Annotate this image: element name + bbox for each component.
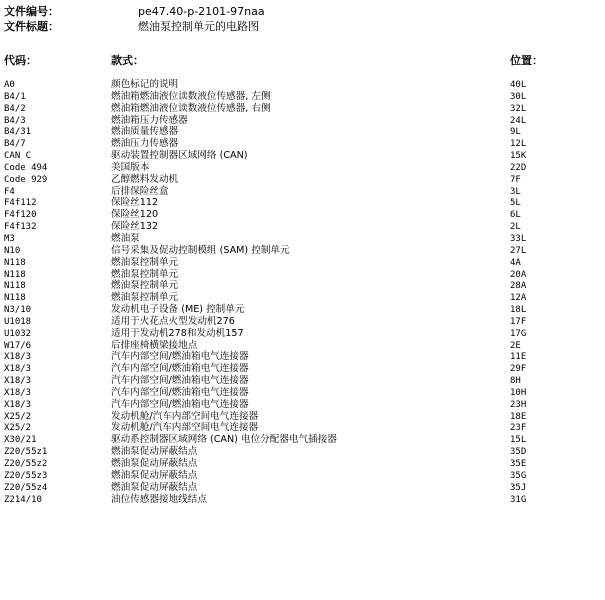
component-description: 燃油压力传感器 bbox=[111, 138, 179, 150]
component-code: A0 bbox=[4, 80, 15, 90]
component-code: Z214/10 bbox=[4, 494, 42, 505]
table-row bbox=[0, 233, 605, 245]
table-row bbox=[0, 174, 605, 186]
component-description: 燃油泵促动屏蔽结点 bbox=[111, 458, 198, 469]
component-position: 33L bbox=[510, 233, 527, 244]
component-code: N118 bbox=[4, 269, 26, 280]
file-title-value: 燃油泵控制单元的电路图 bbox=[138, 20, 259, 33]
component-description: 燃油泵 bbox=[111, 232, 140, 244]
component-position: 24L bbox=[510, 115, 527, 126]
table-row bbox=[0, 245, 605, 257]
table-row bbox=[0, 375, 605, 387]
component-code: X18/3 bbox=[4, 399, 32, 410]
table-row bbox=[0, 197, 605, 209]
component-description: 驱动装置控制器区域网络 (CAN) bbox=[111, 150, 248, 162]
component-description: 发动机电子设备 (ME) 控制单元 bbox=[111, 304, 245, 316]
component-position: 2L bbox=[510, 222, 521, 233]
component-description: 燃油泵促动屏蔽结点 bbox=[111, 481, 198, 493]
table-row bbox=[0, 328, 605, 340]
column-header-code: 代码： bbox=[4, 54, 37, 67]
component-description: 乙醇燃料发动机 bbox=[111, 173, 179, 185]
table-row bbox=[0, 115, 605, 127]
component-position: 15K bbox=[510, 151, 527, 162]
component-position: 29F bbox=[510, 364, 527, 375]
component-code: Z20/55z2 bbox=[4, 459, 48, 469]
component-code: F4f112 bbox=[4, 198, 37, 209]
component-position: 2E bbox=[510, 340, 521, 351]
table-row bbox=[0, 494, 605, 506]
component-position: 18E bbox=[510, 411, 527, 422]
table-row bbox=[0, 138, 605, 150]
table-row bbox=[0, 79, 605, 91]
component-position: 11E bbox=[510, 352, 527, 363]
component-position: 8H bbox=[510, 376, 521, 387]
component-code: X25/2 bbox=[4, 423, 32, 434]
component-position: 35J bbox=[510, 482, 527, 493]
component-position: 20A bbox=[510, 269, 527, 280]
component-description: 燃油质量传感器 bbox=[111, 126, 179, 138]
component-position: 10H bbox=[510, 387, 527, 398]
component-description: 汽车内部空间/燃油箱电气连接器 bbox=[111, 363, 249, 375]
component-position: 23H bbox=[510, 399, 527, 410]
component-position: 32L bbox=[510, 103, 527, 114]
table-row bbox=[0, 446, 605, 458]
component-description: 燃油箱燃油液位读数液位传感器, 右侧 bbox=[111, 102, 271, 114]
component-position: 17G bbox=[510, 328, 527, 339]
component-code: F4 bbox=[4, 186, 15, 197]
component-description: 汽车内部空间/燃油箱电气连接器 bbox=[111, 386, 249, 398]
table-row bbox=[0, 292, 605, 304]
component-code: Code 494 bbox=[4, 162, 48, 173]
component-code: X25/2 bbox=[4, 411, 32, 422]
table-row bbox=[0, 316, 605, 328]
component-position: 22D bbox=[510, 162, 527, 173]
component-position: 23F bbox=[510, 423, 527, 434]
component-description: 汽车内部空间/燃油箱电气连接器 bbox=[111, 398, 249, 410]
table-row bbox=[0, 280, 605, 292]
table-row bbox=[0, 458, 605, 470]
component-code: W17/6 bbox=[4, 340, 32, 351]
component-description: 美国版本 bbox=[111, 161, 150, 173]
component-code: B4/7 bbox=[4, 139, 26, 150]
component-description: 保险丝112 bbox=[111, 197, 159, 209]
component-position: 3L bbox=[510, 186, 521, 197]
component-code: B4/31 bbox=[4, 127, 32, 138]
table-row bbox=[0, 103, 605, 115]
component-code: U1018 bbox=[4, 316, 32, 327]
component-code: X30/21 bbox=[4, 435, 37, 446]
component-description: 油位传感器接地线结点 bbox=[111, 493, 207, 505]
component-position: 18L bbox=[510, 305, 527, 316]
file-title-label: 文件标题： bbox=[4, 20, 59, 33]
component-code: X18/3 bbox=[4, 376, 32, 387]
component-description: 汽车内部空间/燃油箱电气连接器 bbox=[111, 375, 249, 387]
component-description: 后排座椅横梁接地点 bbox=[111, 339, 198, 351]
table-row bbox=[0, 186, 605, 198]
component-description: 适用于发动机278和发动机157 bbox=[111, 327, 244, 339]
table-row bbox=[0, 470, 605, 482]
component-position: 6L bbox=[510, 210, 521, 221]
component-list bbox=[0, 79, 605, 505]
component-description: 燃油箱压力传感器 bbox=[111, 114, 188, 126]
component-code: Z20/55z3 bbox=[4, 470, 48, 481]
component-position: 5L bbox=[510, 198, 521, 209]
component-position: 40L bbox=[510, 80, 527, 90]
column-header-position: 位置： bbox=[510, 54, 543, 67]
component-position: 7F bbox=[510, 174, 521, 185]
component-description: 适用于火花点火型发动机276 bbox=[111, 315, 235, 327]
table-row bbox=[0, 221, 605, 233]
component-code: B4/3 bbox=[4, 115, 26, 126]
component-description: 发动机舱/汽车内部空间电气连接器 bbox=[111, 410, 259, 422]
component-position: 17F bbox=[510, 316, 527, 327]
component-description: 燃油泵促动屏蔽结点 bbox=[111, 446, 198, 458]
component-description: 颜色标记的说明 bbox=[111, 79, 179, 90]
component-code: N118 bbox=[4, 281, 26, 292]
component-description: 燃油泵控制单元 bbox=[111, 268, 179, 280]
table-row bbox=[0, 482, 605, 494]
component-position: 35G bbox=[510, 470, 527, 481]
component-code: N118 bbox=[4, 293, 26, 304]
component-description: 驱动系控制器区域网络 (CAN) 电位分配器电气插接器 bbox=[111, 434, 337, 446]
table-row bbox=[0, 162, 605, 174]
component-description: 保险丝132 bbox=[111, 221, 159, 233]
table-row bbox=[0, 150, 605, 162]
component-position: 31G bbox=[510, 494, 527, 505]
component-code: Code 929 bbox=[4, 174, 48, 185]
component-description: 燃油泵控制单元 bbox=[111, 292, 179, 304]
component-description: 保险丝120 bbox=[111, 209, 159, 221]
table-row bbox=[0, 91, 605, 103]
component-position: 12L bbox=[510, 139, 527, 150]
table-row bbox=[0, 351, 605, 363]
component-code: B4/2 bbox=[4, 103, 26, 114]
component-position: 28A bbox=[510, 281, 527, 292]
table-row bbox=[0, 126, 605, 138]
table-row bbox=[0, 411, 605, 423]
component-code: N10 bbox=[4, 245, 21, 256]
component-position: 9L bbox=[510, 127, 521, 138]
table-row bbox=[0, 387, 605, 399]
component-code: Z20/55z1 bbox=[4, 447, 48, 458]
table-row bbox=[0, 340, 605, 352]
table-row bbox=[0, 304, 605, 316]
component-position: 27L bbox=[510, 245, 527, 256]
component-description: 信号采集及促动控制模组 (SAM) 控制单元 bbox=[111, 244, 290, 256]
component-description: 燃油泵促动屏蔽结点 bbox=[111, 469, 198, 481]
component-code: N3/10 bbox=[4, 305, 32, 316]
component-position: 30L bbox=[510, 91, 527, 102]
component-description: 燃油箱燃油液位读数液位传感器, 左侧 bbox=[111, 90, 271, 102]
component-position: 35E bbox=[510, 459, 527, 469]
component-description: 燃油泵控制单元 bbox=[111, 256, 179, 268]
component-description: 发动机舱/汽车内部空间电气连接器 bbox=[111, 422, 259, 434]
file-number-label: 文件编号： bbox=[4, 5, 59, 18]
component-code: N118 bbox=[4, 257, 26, 268]
component-position: 15L bbox=[510, 435, 527, 446]
component-description: 汽车内部空间/燃油箱电气连接器 bbox=[111, 351, 249, 363]
component-code: X18/3 bbox=[4, 352, 32, 363]
column-header-description: 款式： bbox=[111, 54, 144, 67]
component-code: B4/1 bbox=[4, 91, 26, 102]
component-code: F4f120 bbox=[4, 210, 37, 221]
component-position: 12A bbox=[510, 293, 527, 304]
component-code: F4f132 bbox=[4, 222, 37, 233]
component-description: 后排保险丝盒 bbox=[111, 185, 169, 197]
component-code: U1032 bbox=[4, 328, 32, 339]
table-row bbox=[0, 269, 605, 281]
component-code: X18/3 bbox=[4, 387, 32, 398]
component-code: Z20/55z4 bbox=[4, 482, 48, 493]
component-code: X18/3 bbox=[4, 364, 32, 375]
table-row bbox=[0, 422, 605, 434]
table-row bbox=[0, 363, 605, 375]
table-row bbox=[0, 257, 605, 269]
component-position: 35D bbox=[510, 447, 527, 458]
file-number-value: pe47.40-p-2101-97naa bbox=[138, 5, 265, 18]
table-row bbox=[0, 209, 605, 221]
component-code: CAN C bbox=[4, 151, 32, 162]
component-code: M3 bbox=[4, 233, 15, 244]
table-row bbox=[0, 399, 605, 411]
component-position: 4A bbox=[510, 257, 521, 268]
table-row bbox=[0, 434, 605, 446]
component-description: 燃油泵控制单元 bbox=[111, 280, 179, 292]
